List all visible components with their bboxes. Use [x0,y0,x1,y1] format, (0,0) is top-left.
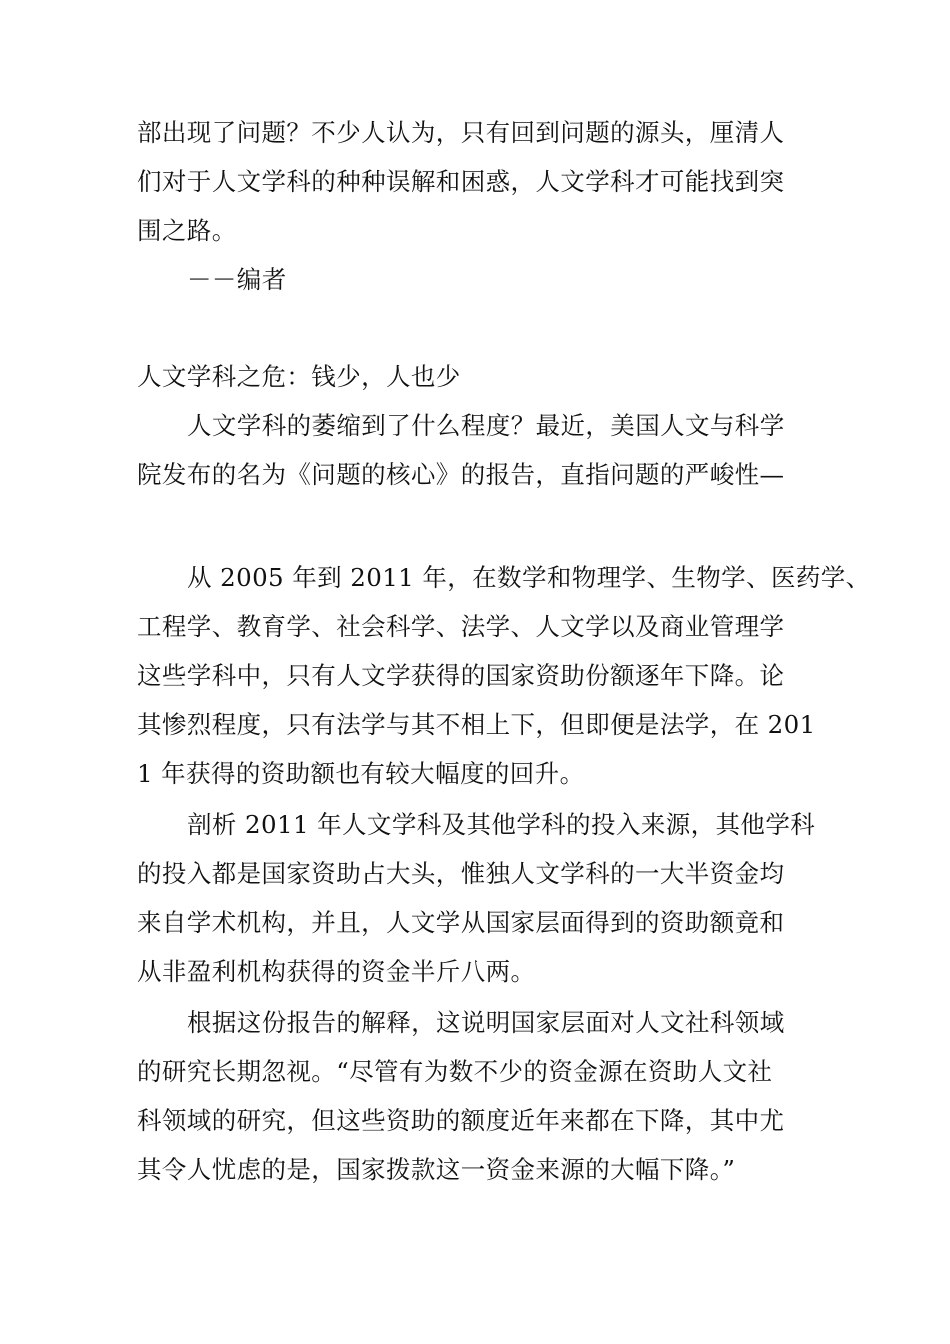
text-line: 从非盈利机构获得的资金半斤八两。 [137,957,536,986]
text-line: 的投入都是国家资助占大头，惟独人文学科的一大半资金均 [137,859,785,888]
text-line: 部出现了问题？不少人认为，只有回到问题的源头，厘清人 [137,118,785,147]
text-line: 这些学科中，只有人文学获得的国家资助份额逐年下降。论 [137,661,785,690]
text-line: 来自学术机构，并且，人文学从国家层面得到的资助额竟和 [137,908,785,937]
text-line: 根据这份报告的解释，这说明国家层面对人文社科领域 [187,1008,785,1037]
author-signature: －－编者 [187,265,287,294]
text-line: 剖析 2011 年人文学科及其他学科的投入来源，其他学科 [187,810,816,839]
text-line: 人文学科的萎缩到了什么程度？最近，美国人文与科学 [187,411,785,440]
text-line: 其惨烈程度，只有法学与其不相上下，但即便是法学，在 201 [137,710,816,739]
text-line: 们对于人文学科的种种误解和困惑，人文学科才可能找到突 [137,167,785,196]
text-line: 其令人忧虑的是，国家拨款这一资金来源的大幅下降。” [137,1155,736,1184]
text-line: 工程学、教育学、社会科学、法学、人文学以及商业管理学 [137,612,785,641]
text-line: 院发布的名为《问题的核心》的报告，直指问题的严峻性— [137,460,785,489]
section-heading: 人文学科之危：钱少，人也少 [137,362,461,391]
text-line: 的研究长期忽视。“尽管有为数不少的资金源在资助人文社 [137,1057,773,1086]
text-line: 科领域的研究，但这些资助的额度近年来都在下降，其中尤 [137,1106,785,1135]
text-line: 1 年获得的资助额也有较大幅度的回升。 [137,759,585,788]
text-line: 围之路。 [137,216,237,245]
text-line: 从 2005 年到 2011 年，在数学和物理学、生物学、医药学、 [187,563,871,592]
